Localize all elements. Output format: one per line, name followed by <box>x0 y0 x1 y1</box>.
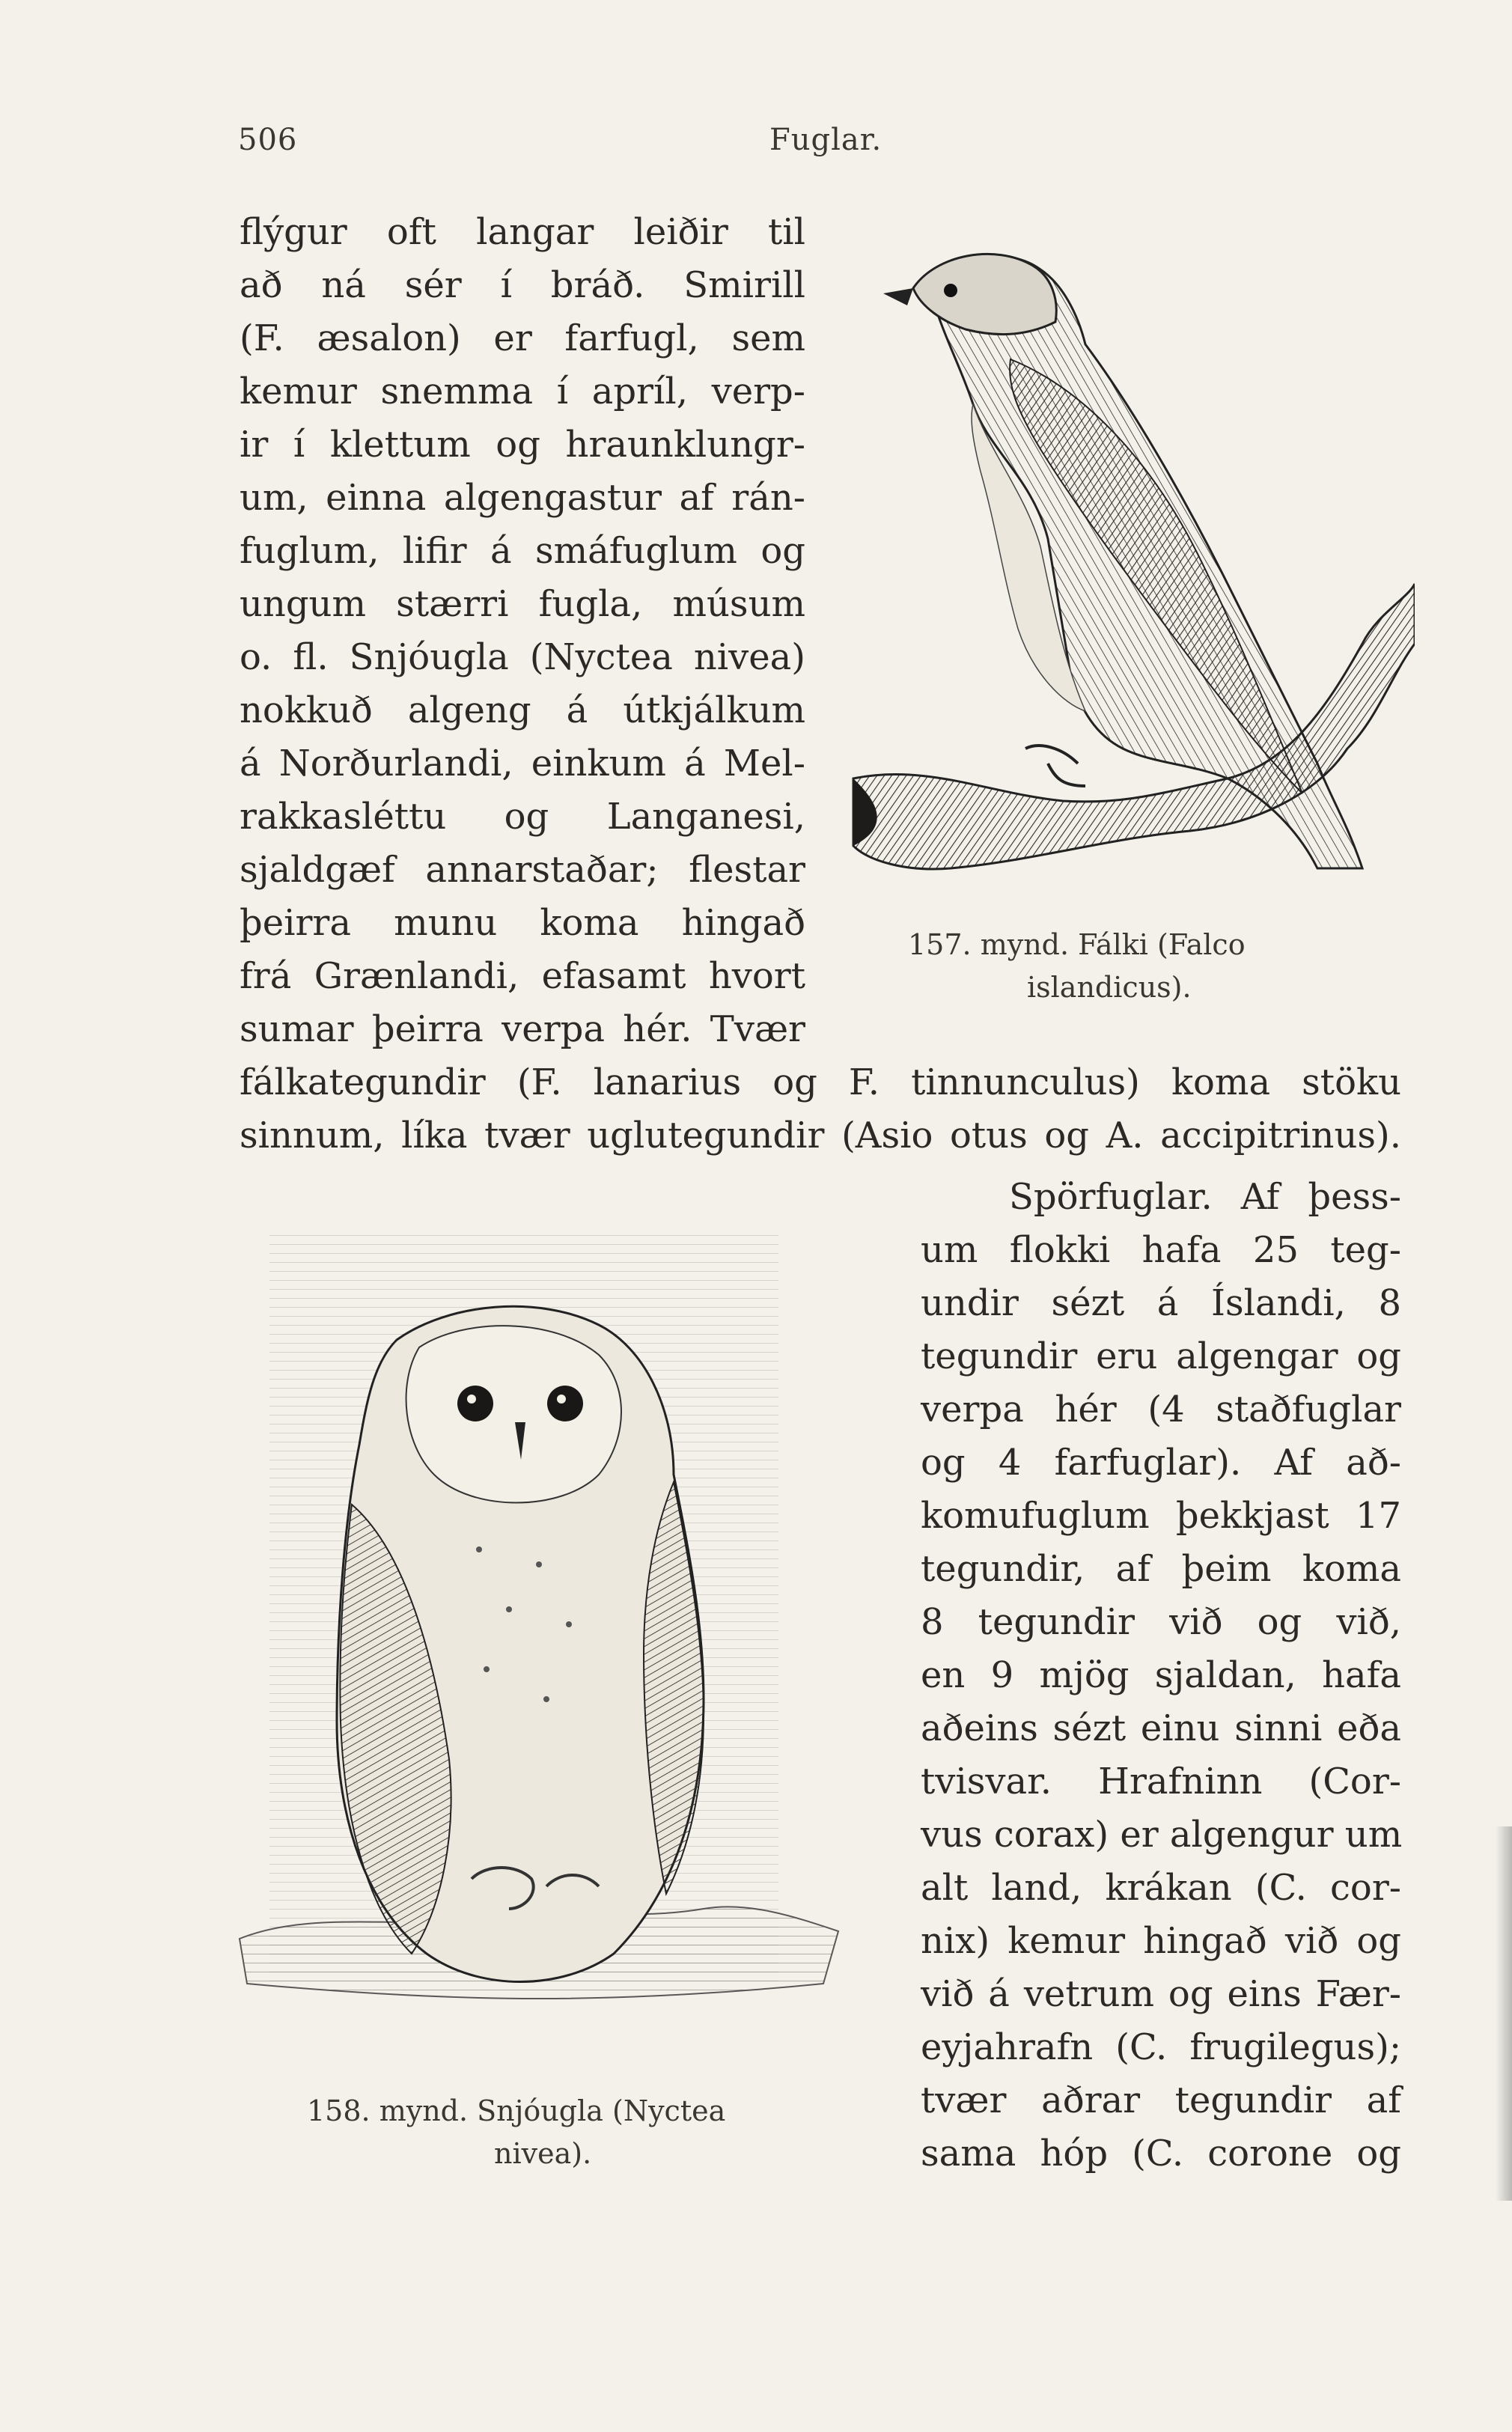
text-line: ir í klettum og hraunklungr- <box>240 424 805 466</box>
text-line: ungum stærri fugla, músum <box>240 583 805 625</box>
text-line: á Norðurlandi, einkum á Mel- <box>240 743 805 784</box>
text-line: þeirra munu koma hingað <box>240 902 805 944</box>
text-line: eyjahrafn (C. frugilegus); <box>921 2026 1401 2068</box>
text-line: Spörfuglar. Af þess- <box>1009 1176 1401 1218</box>
text-line: sumar þeirra verpa hér. Tvær <box>240 1008 805 1050</box>
text-line-full: fálkategundir (F. lanarius og F. tinnunculus) koma stöku <box>240 1061 1401 1103</box>
text-line-full: sinnum, líka tvær uglutegundir (Asio otus og A. accipitrinus). <box>240 1115 1401 1156</box>
text-line: vus corax) er algengur um <box>921 1814 1403 1856</box>
text-line: tegundir eru algengar og <box>921 1335 1401 1377</box>
text-line: 8 tegundir við og við, <box>921 1601 1401 1643</box>
text-line: fuglum, lifir á smáfuglum og <box>240 530 805 572</box>
text-line: tvær aðrar tegundir af <box>921 2079 1401 2121</box>
text-line: frá Grænlandi, efasamt hvort <box>240 955 805 997</box>
text-line: við á vetrum og eins Fær- <box>921 1973 1401 2015</box>
snowy-owl-illustration <box>225 1235 853 2051</box>
figure-157-caption-line1: 157. mynd. Fálki (Falco <box>908 928 1246 961</box>
text-line: o. fl. Snjóugla (Nyctea nivea) <box>240 636 805 678</box>
text-line: og 4 farfuglar). Af að- <box>921 1442 1401 1484</box>
text-line: alt land, krákan (C. cor- <box>921 1867 1401 1909</box>
text-line: nokkuð algeng á útkjálkum <box>240 689 805 731</box>
running-title: Fuglar. <box>769 123 882 157</box>
page-number: 506 <box>238 123 298 157</box>
text-line: undir sézt á Íslandi, 8 <box>921 1282 1401 1324</box>
text-line: að ná sér í bráð. Smirill <box>240 264 805 306</box>
figure-157-caption-line2: islandicus). <box>1027 971 1192 1004</box>
figure-158-caption-line1: 158. mynd. Snjóugla (Nyctea <box>307 2094 726 2127</box>
page-edge-shadow <box>1496 1826 1512 2201</box>
text-line: sama hóp (C. corone og <box>921 2133 1401 2175</box>
text-line: aðeins sézt einu sinni eða <box>921 1707 1401 1749</box>
text-line: tegundir, af þeim koma <box>921 1548 1401 1590</box>
text-line: (F. æsalon) er farfugl, sem <box>240 317 805 359</box>
text-line: rakkasléttu og Langanesi, <box>240 796 805 838</box>
text-line: um, einna algengastur af rán- <box>240 477 805 519</box>
text-line: komufuglum þekkjast 17 <box>921 1495 1401 1537</box>
text-line: um flokki hafa 25 teg- <box>921 1229 1401 1271</box>
text-line: flýgur oft langar leiðir til <box>240 211 805 253</box>
text-line: en 9 mjög sjaldan, hafa <box>921 1654 1401 1696</box>
text-line: tvisvar. Hrafninn (Cor- <box>921 1761 1401 1802</box>
figure-158-caption-line2: nivea). <box>494 2137 592 2170</box>
text-line: kemur snemma í apríl, verp- <box>240 371 805 412</box>
falcon-illustration <box>838 225 1415 913</box>
text-line: verpa hér (4 staðfuglar <box>921 1389 1401 1430</box>
text-line: sjaldgæf annarstaðar; flestar <box>240 849 805 891</box>
text-line: nix) kemur hingað við og <box>921 1920 1401 1962</box>
